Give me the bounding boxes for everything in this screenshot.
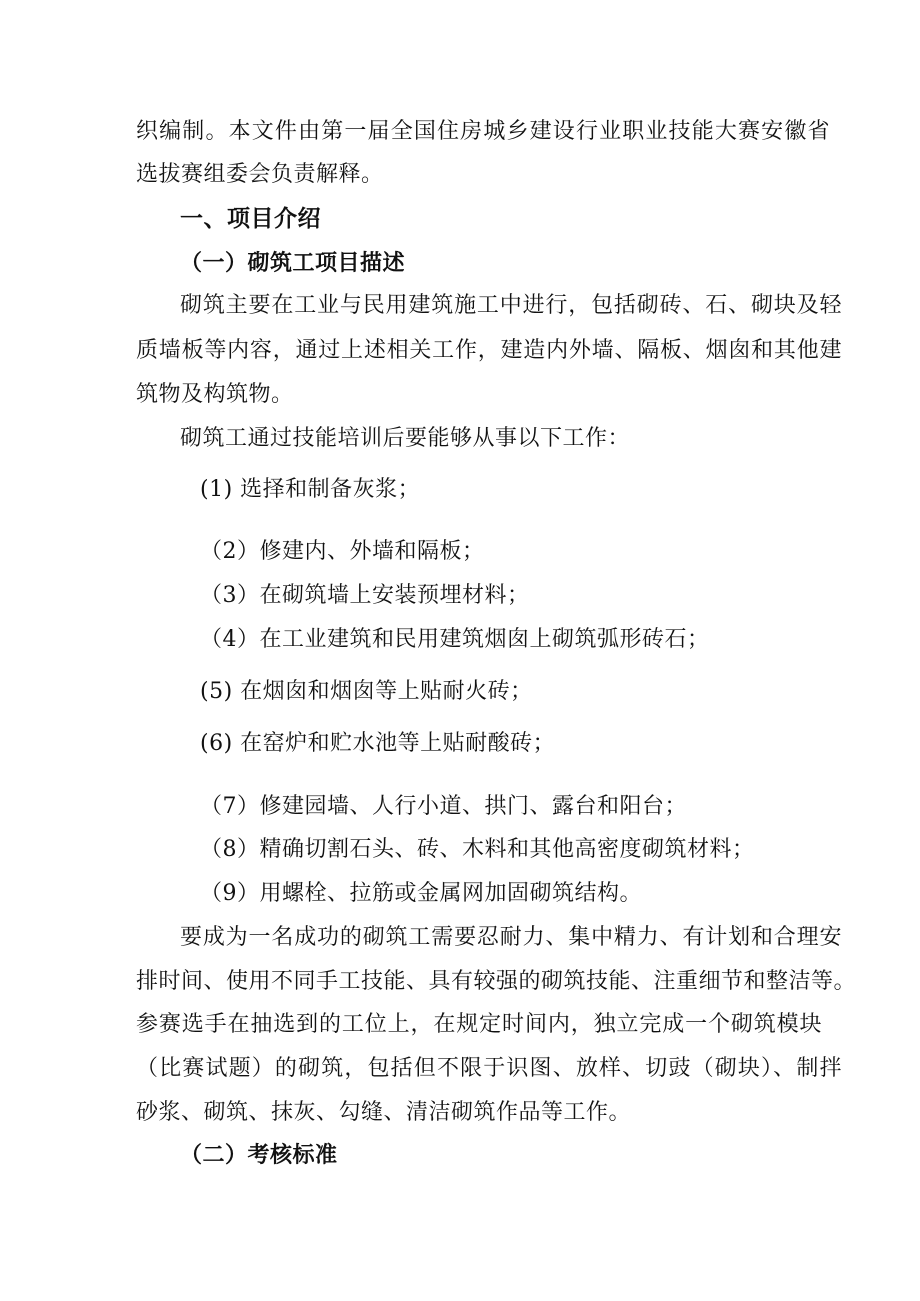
list-item-5: (5) 在烟囱和烟囱等上贴耐火砖；	[200, 679, 533, 704]
intro-line-2: 选拔赛组委会负责解释。	[136, 162, 384, 187]
subsection-heading-masonry-description: （一）砌筑工项目描述	[180, 250, 406, 276]
intro-line-1: 织编制。本文件由第一届全国住房城乡建设行业职业技能大赛安徽省	[136, 119, 830, 144]
list-item-1: (1) 选择和制备灰浆；	[200, 477, 421, 502]
paragraph-3-line-5: 砂浆、砌筑、抹灰、勾缝、清洁砌筑作品等工作。	[136, 1100, 632, 1125]
list-item-2: （2）修建内、外墙和隔板；	[200, 539, 485, 564]
paragraph-3-line-4: （比赛试题）的砌筑，包括但不限于识图、放样、切豉（砌块）、制拌	[136, 1056, 842, 1081]
list-item-4: （4）在工业建筑和民用建筑烟囱上砌筑弧形砖石；	[200, 627, 710, 652]
paragraph-1-line-3: 筑物及构筑物。	[136, 382, 294, 407]
list-item-6: (6) 在窑炉和贮水池等上贴耐酸砖；	[200, 731, 556, 756]
subsection-heading-assessment-criteria: （二）考核标准	[180, 1142, 338, 1168]
list-item-7: （7）修建园墙、人行小道、拱门、露台和阳台；	[200, 794, 687, 819]
list-item-8: （8）精确切割石头、砖、木料和其他高密度砌筑材料；	[200, 837, 755, 862]
paragraph-3-line-3: 参赛选手在抽选到的工位上，在规定时间内，独立完成一个砌筑模块	[136, 1012, 822, 1037]
paragraph-3-line-1: 要成为一名成功的砌筑工需要忍耐力、集中精力、有计划和合理安	[180, 925, 842, 950]
section-heading-project-intro: 一、项目介绍	[180, 205, 321, 232]
list-item-3: （3）在砌筑墙上安装预埋材料；	[200, 583, 530, 608]
paragraph-3-line-2: 排时间、使用不同手工技能、具有较强的砌筑技能、注重细节和整洁等。	[136, 969, 857, 994]
list-item-9: （9）用螺栓、拉筋或金属网加固砌筑结构。	[200, 881, 642, 906]
paragraph-2: 砌筑工通过技能培训后要能够从事以下工作：	[180, 426, 631, 451]
paragraph-1-line-2: 质墙板等内容，通过上述相关工作，建造内外墙、隔板、烟囱和其他建	[136, 338, 842, 363]
paragraph-1-line-1: 砌筑主要在工业与民用建筑施工中进行，包括砌砖、石、砌块及轻	[180, 293, 842, 318]
